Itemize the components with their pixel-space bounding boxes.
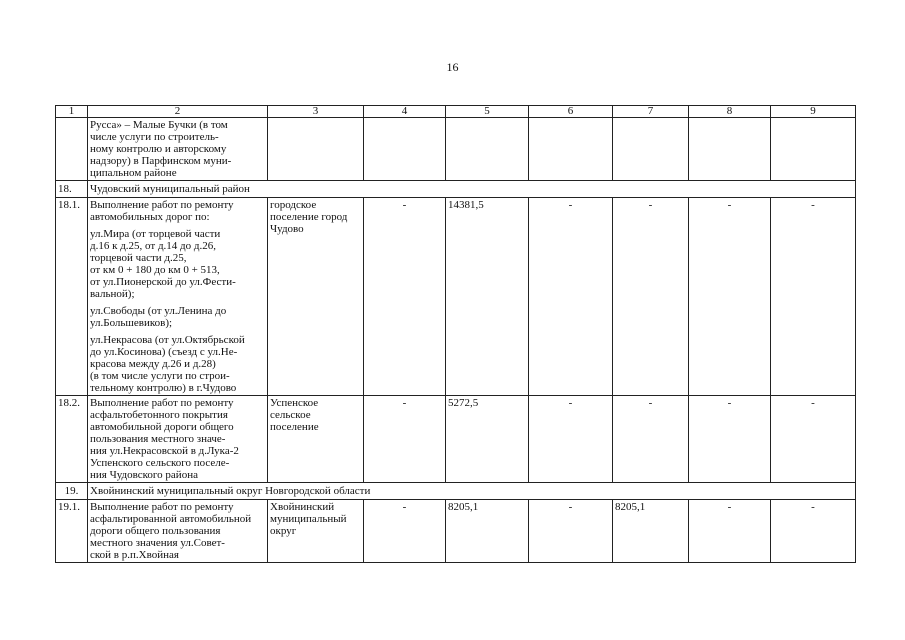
page-number: 16: [446, 60, 459, 74]
budget-table: [55, 105, 856, 563]
description-part: ул.Некрасова (от ул.Октябрьской до ул.Косинова) (съезд с ул.Не- красова между д.26 и д.28) (в том числе услуги по строи- тельному контролю) в г.Чудово: [90, 334, 245, 394]
row-place: Хвойнинский муниципальный округ: [268, 500, 364, 563]
row-description: [88, 198, 268, 396]
table-row: [56, 500, 856, 563]
header-row: [56, 106, 856, 118]
header-cell: 2: [88, 106, 268, 118]
table-row: [56, 118, 856, 181]
row-description: Выполнение работ по ремонту асфальтированной автомобильной дороги общего пользования местного значения ул.Совет- ской в р.п.Хвойная: [88, 500, 268, 563]
row-description: Выполнение работ по ремонту асфальтобетонного покрытия автомобильной дороги общего пользования местного значе- ния ул.Некрасовской в д.Лука-2 Успенского сельского поселе- ния Чудовского района: [88, 396, 268, 483]
header-cell: 1: [56, 106, 88, 118]
header-cell: 7: [613, 106, 689, 118]
cell: -: [689, 198, 771, 396]
cell: -: [689, 396, 771, 483]
header-cell: 8: [689, 106, 771, 118]
table-row: [56, 396, 856, 483]
header-cell: 3: [268, 106, 364, 118]
cell: -: [529, 198, 613, 396]
description-part: Выполнение работ по ремонту автомобильных дорог по:: [90, 199, 234, 223]
section-row: [56, 483, 856, 500]
cell: [771, 118, 856, 181]
header-cell: 9: [771, 106, 856, 118]
row-place: [268, 118, 364, 181]
cell: [689, 118, 771, 181]
section-number: 18.: [56, 181, 88, 198]
cell: -: [529, 396, 613, 483]
row-number: 19.1.: [56, 500, 88, 563]
row-description: Русса» – Малые Бучки (в том числе услуги по строитель- ному контролю и авторскому надзору) в Парфинском муни- ципальном районе: [88, 118, 268, 181]
cell: [364, 118, 446, 181]
cell: -: [364, 396, 446, 483]
row-place: городское поселение город Чудово: [268, 198, 364, 396]
cell: [446, 118, 529, 181]
cell: -: [613, 396, 689, 483]
description-part: ул.Мира (от торцевой части д.16 к д.25, от д.14 до д.26, торцевой части д.25, от км 0 + 180 до км 0 + 513, от ул.Пионерской до ул.Фести- вальной);: [90, 228, 236, 300]
row-number: 18.1.: [56, 198, 88, 396]
cell: 8205,1: [446, 500, 529, 563]
table-row: [56, 198, 856, 396]
row-number: 18.2.: [56, 396, 88, 483]
cell: 14381,5: [446, 198, 529, 396]
cell: -: [613, 198, 689, 396]
cell: [613, 118, 689, 181]
cell: -: [771, 500, 856, 563]
cell: 8205,1: [613, 500, 689, 563]
cell: [529, 118, 613, 181]
cell: -: [364, 500, 446, 563]
cell: -: [689, 500, 771, 563]
cell: -: [771, 396, 856, 483]
row-place: Успенское сельское поселение: [268, 396, 364, 483]
description-part: ул.Свободы (от ул.Ленина до ул.Большевиков);: [90, 305, 227, 329]
row-number: [56, 118, 88, 181]
cell: -: [364, 198, 446, 396]
section-title: Хвойнинский муниципальный округ Новгородской области: [88, 483, 856, 500]
header-cell: 6: [529, 106, 613, 118]
cell: -: [771, 198, 856, 396]
header-cell: 4: [364, 106, 446, 118]
section-title: Чудовский муниципальный район: [88, 181, 856, 198]
cell: -: [529, 500, 613, 563]
header-cell: 5: [446, 106, 529, 118]
section-row: [56, 181, 856, 198]
cell: 5272,5: [446, 396, 529, 483]
section-number: 19.: [56, 483, 88, 500]
